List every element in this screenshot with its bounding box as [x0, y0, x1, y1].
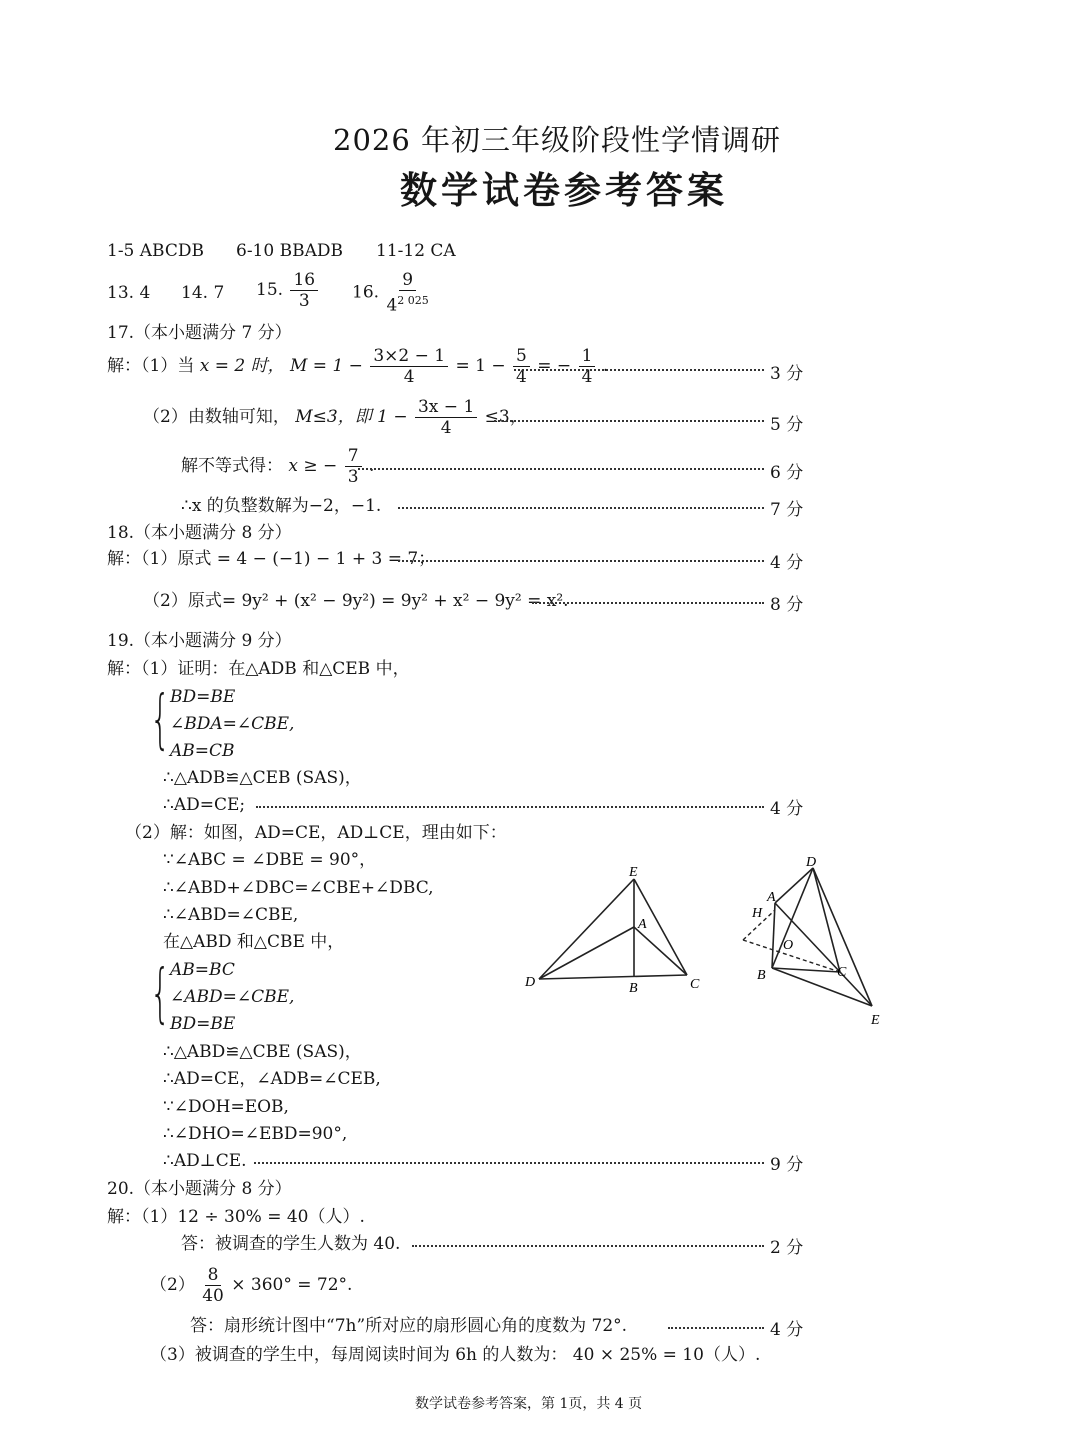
q19-line5: ∵∠ABC = ∠DBE = 90°，	[163, 850, 377, 870]
q19-line2: ∴△ADB≌△CEB (SAS)，	[163, 768, 362, 788]
q17-p2-b: M≤3，即 1 −	[295, 407, 408, 427]
q17-heading: 17.（本小题满分 7 分）	[107, 323, 292, 343]
q17-p1-f3-den: 4	[581, 367, 593, 387]
q19-line8: 在△ABD 和△CBE 中，	[163, 932, 345, 952]
q17-p2-f-den: 4	[440, 418, 452, 438]
fig2-edge-ba	[772, 903, 775, 968]
q17-p2-score: 5 分	[770, 415, 804, 435]
fig1-label-a: A	[638, 917, 647, 932]
answer-16-num: 9	[399, 270, 416, 291]
q19-l13-leader	[254, 1162, 764, 1164]
fig1-label-c: C	[690, 977, 700, 992]
q18-part1: 解：（1）原式 = 4 − (−1) − 1 + 3 = 7；	[107, 549, 436, 569]
q20-heading: 20.（本小题满分 8 分）	[107, 1179, 292, 1199]
title-line1: 2026 年初三年级阶段性学情调研	[333, 123, 782, 157]
fig2-label-b: B	[757, 968, 766, 983]
q18-p1-leader	[398, 560, 764, 562]
fig2-label-o: O	[783, 938, 794, 953]
q20-l2-leader	[412, 1245, 764, 1247]
q19-line4: （2）解：如图，AD=CE，AD⊥CE，理由如下：	[125, 823, 507, 843]
q19-figure-2	[735, 848, 895, 1033]
fig2-label-d: D	[806, 855, 817, 870]
q17-p1-f1-den: 4	[403, 367, 415, 387]
q19-b1: BD=BE	[170, 687, 236, 707]
q19-l3-score: 4 分	[770, 799, 804, 819]
q19-line1: 解：（1）证明：在△ADB 和△CEB 中，	[107, 659, 410, 679]
q17-part1	[107, 346, 608, 387]
q17-p1-a: 解：（1）当	[107, 356, 195, 376]
fig2-edge-bd	[772, 868, 813, 968]
q17-p1-leader	[514, 369, 764, 371]
q19-heading: 19.（本小题满分 9 分）	[107, 631, 292, 651]
q17-p1-f2-num: 5	[513, 346, 530, 367]
q20-l2-score: 2 分	[770, 1238, 804, 1258]
q17-p1-c: M = 1 −	[290, 356, 363, 376]
mc-6-10: 6-10 BBADB	[236, 241, 343, 261]
fig1-edge-de	[539, 879, 634, 979]
answer-15-fraction	[290, 270, 318, 311]
fig2-label-e: E	[871, 1013, 880, 1028]
q17-p2-leader	[494, 420, 764, 422]
q19-brace-1: {	[150, 683, 171, 757]
q20-l3-b: × 360° = 72°.	[231, 1275, 353, 1295]
q17-part4: ∴x 的负整数解为−2，−1.	[181, 496, 382, 516]
answer-15-num: 16	[290, 270, 318, 291]
q20-l3-den: 40	[202, 1286, 224, 1306]
q17-p1-e: = −	[537, 356, 572, 376]
q17-p3-score: 6 分	[770, 463, 804, 483]
answer-15-den: 3	[298, 291, 310, 311]
fig1-edge-dc	[539, 975, 687, 979]
q20-line2: 答：被调查的学生人数为 40.	[181, 1234, 401, 1254]
q17-p3-end: .	[368, 456, 375, 476]
q18-heading: 18.（本小题满分 8 分）	[107, 523, 292, 543]
answer-16	[352, 270, 431, 316]
q18-p2-score: 8 分	[770, 595, 804, 615]
answer-13: 13. 4	[107, 283, 151, 303]
title-line2: 数学试卷参考答案	[400, 168, 728, 212]
q19-line6: ∴∠ABD+∠DBC=∠CBE+∠DBC,	[163, 878, 434, 898]
q19-b2: ∠BDA=∠CBE,	[170, 714, 295, 734]
fig2-label-a: A	[767, 890, 776, 905]
q20-l3-frac	[202, 1265, 224, 1306]
q17-p3-f-num: 7	[345, 446, 362, 467]
q17-p2-frac	[415, 397, 477, 438]
fig1-label-e: E	[629, 865, 638, 880]
mc-1-5: 1-5 ABCDB	[107, 241, 204, 261]
answer-15-label: 15.	[256, 280, 284, 300]
answer-14: 14. 7	[181, 283, 225, 303]
answer-16-den	[386, 291, 428, 316]
q19-l3-leader	[256, 806, 764, 808]
q17-p2-a: （2）由数轴可知，	[143, 407, 290, 427]
q19-l13-score: 9 分	[770, 1155, 804, 1175]
q19-brace-2: {	[150, 957, 171, 1031]
q17-p3-a: 解不等式得：	[181, 456, 283, 476]
fig1-edge-ac	[634, 927, 687, 975]
q19-line12: ∴∠DHO=∠EBD=90°,	[163, 1124, 348, 1144]
q19-line3: ∴AD=CE;	[163, 795, 246, 815]
q17-p3-f-den: 3	[347, 467, 359, 487]
q17-p3-leader	[358, 468, 764, 470]
q19-c3: BD=BE	[170, 1014, 236, 1034]
page-footer: 数学试卷参考答案，第 1页，共 4 页	[415, 1396, 643, 1412]
q20-line1: 解：（1）12 ÷ 30% = 40（人）.	[107, 1207, 365, 1227]
q17-p1-f2-den: 4	[516, 367, 527, 387]
q20-l3-num: 8	[205, 1265, 222, 1286]
mc-11-12: 11-12 CA	[376, 241, 456, 261]
q18-p2-leader	[532, 602, 764, 604]
q19-line7: ∴∠ABD=∠CBE,	[163, 905, 299, 925]
q19-line11: ∵∠DOH=EOB,	[163, 1097, 289, 1117]
q17-part2	[143, 397, 527, 438]
answer-16-fraction	[386, 270, 428, 316]
q17-p1-score: 3 分	[770, 364, 804, 384]
q17-p1-end: .	[602, 356, 609, 376]
q20-line3	[150, 1265, 352, 1306]
q19-c1: AB=BC	[170, 960, 235, 980]
q19-line9: ∴△ABD≌△CBE (SAS)，	[163, 1042, 362, 1062]
fig2-label-c: C	[837, 965, 847, 980]
answer-16-label: 16.	[352, 282, 380, 303]
q17-p4-leader	[398, 507, 764, 509]
q17-p1-b: x = 2 时，	[199, 356, 285, 376]
q19-c2: ∠ABD=∠CBE,	[170, 987, 295, 1007]
fig2-edge-be	[772, 968, 872, 1006]
q17-part3	[181, 446, 374, 487]
q18-part2: （2）原式= 9y² + (x² − 9y²) = 9y² + x² − 9y² = x².	[143, 591, 569, 611]
q20-line5: （3）被调查的学生中，每周阅读时间为 6h 的人数为： 40 × 25% = 10（人）.	[150, 1345, 761, 1365]
q19-figure-1	[515, 860, 705, 1000]
q20-l4-leader	[668, 1327, 764, 1329]
answer-16-den-exp: 2 025	[397, 294, 429, 307]
q17-p1-frac2	[513, 346, 530, 387]
q17-p4-score: 7 分	[770, 500, 804, 520]
q17-p3-frac	[345, 446, 362, 487]
q17-p3-b: x ≥ −	[288, 456, 338, 476]
fig2-edge-de	[813, 868, 872, 1006]
fig2-label-h: H	[752, 906, 763, 921]
fig1-label-b: B	[629, 981, 638, 996]
fig1-edge-da	[539, 927, 634, 979]
q17-p1-frac1	[370, 346, 448, 387]
q17-p1-frac3	[579, 346, 596, 387]
q20-line4: 答：扇形统计图中“7h”所对应的扇形圆心角的度数为 72°.	[190, 1316, 628, 1336]
answer-15	[256, 270, 320, 311]
q17-p2-c: ≤3，	[484, 407, 527, 427]
fig1-label-d: D	[525, 975, 536, 990]
q17-p1-f1-num: 3×2 − 1	[370, 346, 448, 367]
q19-line13: ∴AD⊥CE.	[163, 1151, 247, 1171]
q19-b3: AB=CB	[170, 741, 235, 761]
q18-p1-score: 4 分	[770, 553, 804, 573]
q17-p1-f3-num: 1	[579, 346, 596, 367]
q17-p2-f-num: 3x − 1	[415, 397, 477, 418]
q20-l3-a: （2）	[150, 1275, 195, 1295]
q19-line10: ∴AD=CE，∠ADB=∠CEB,	[163, 1069, 381, 1089]
q20-l4-score: 4 分	[770, 1320, 804, 1340]
fig2-edge-ad	[775, 868, 813, 903]
q17-p1-d: = 1 −	[455, 356, 506, 376]
answer-16-den-base: 4	[386, 295, 398, 316]
